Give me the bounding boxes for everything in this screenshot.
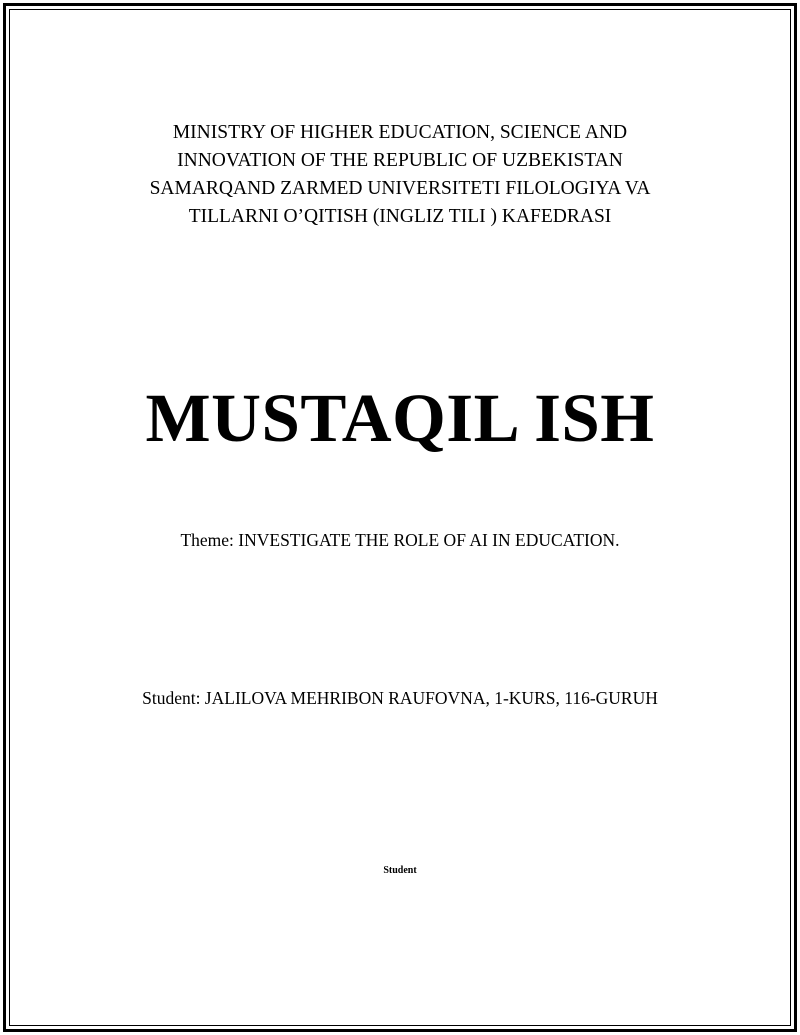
institution-header xyxy=(0,119,800,231)
header-line: INNOVATION OF THE REPUBLIC OF UZBEKISTAN xyxy=(177,150,623,171)
header-line: SAMARQAND ZARMED UNIVERSITETI FILOLOGIYA VA xyxy=(149,178,651,199)
theme-line: Theme: INVESTIGATE THE ROLE OF AI IN EDUCATION. xyxy=(180,530,620,550)
student-label: Student xyxy=(383,865,417,876)
document-title: MUSTAQIL ISH xyxy=(145,380,655,456)
student-info: Student: JALILOVA MEHRIBON RAUFOVNA, 1-KURS, 116-GURUH xyxy=(142,688,658,708)
header-line: MINISTRY OF HIGHER EDUCATION, SCIENCE AND xyxy=(172,122,628,143)
header-line: TILLARNI O’QITISH (INGLIZ TILI ) KAFEDRASI xyxy=(188,206,612,227)
